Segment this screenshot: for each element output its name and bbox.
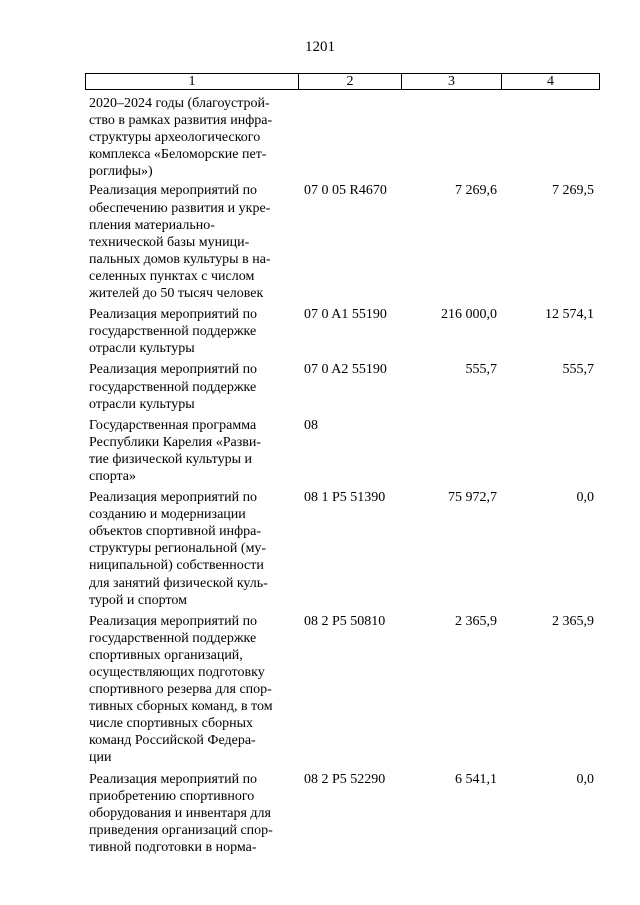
description-line: 2020–2024 годы (благоустрой- — [89, 96, 270, 111]
row-description — [89, 489, 295, 609]
description-line: приобретению спортивного — [89, 788, 255, 804]
row-value-col4: 0,0 — [576, 771, 594, 787]
description-line: ниципальной) собственности — [89, 558, 264, 574]
row-description — [89, 95, 295, 180]
row-value-col4: 2 365,9 — [552, 613, 594, 629]
row-value-col3 — [399, 417, 497, 485]
table-row — [89, 417, 599, 485]
table-column-header — [85, 73, 600, 90]
description-line: тие физической культуры и — [89, 451, 252, 467]
row-description — [89, 361, 295, 412]
description-line: государственной поддержке — [89, 630, 257, 646]
table-row — [89, 182, 599, 302]
description-line: Реализация мероприятий по — [89, 613, 258, 629]
row-value-col4: 7 269,5 — [552, 183, 594, 199]
row-description — [89, 306, 295, 357]
description-line: комплекса «Беломорские пет- — [89, 147, 267, 163]
column-header-2: 2 — [298, 74, 401, 89]
description-line: Республики Карелия «Разви- — [89, 434, 262, 450]
description-line: структуры региональной (му- — [89, 541, 267, 557]
column-header-4: 4 — [501, 74, 599, 89]
description-line: спортивного резерва для спор- — [89, 682, 272, 698]
description-line: ство в рамках развития инфра- — [89, 113, 273, 129]
description-line: Реализация мероприятий по — [89, 362, 258, 378]
description-line: оборудования и инвентаря для — [89, 805, 271, 821]
row-value-col3: 216 000,0 — [441, 307, 497, 323]
description-line: созданию и модернизации — [89, 507, 246, 523]
row-value-col4: 12 574,1 — [545, 307, 594, 323]
column-header-3: 3 — [401, 74, 501, 89]
description-line: тивных сборных команд, в том — [89, 699, 273, 715]
description-line: роглифы») — [89, 164, 153, 180]
table-row — [89, 95, 599, 180]
row-description — [89, 417, 295, 485]
row-value-col4: 555,7 — [562, 362, 594, 378]
row-code: 08 1 P5 51390 — [304, 490, 386, 506]
row-value-col4: 0,0 — [576, 490, 594, 506]
description-line: тивной подготовки в норма- — [89, 839, 257, 855]
table-body — [89, 95, 599, 860]
column-header-1: 1 — [188, 74, 196, 89]
description-line: числе спортивных сборных — [89, 716, 253, 732]
description-line: турой и спортом — [89, 592, 187, 608]
description-line: отрасли культуры — [89, 341, 195, 357]
description-line: государственной поддержке — [89, 379, 257, 395]
description-line: Реализация мероприятий по — [89, 307, 258, 323]
description-line: государственной поддержке — [89, 324, 257, 340]
row-code — [295, 95, 399, 180]
description-line: Реализация мероприятий по — [89, 771, 258, 787]
row-description — [89, 613, 295, 767]
row-value-col4 — [497, 417, 597, 485]
row-code: 08 2 P5 50810 — [304, 613, 386, 629]
row-code: 07 0 05 R4670 — [304, 183, 387, 199]
description-line: спорта» — [89, 468, 137, 484]
row-value-col3: 6 541,1 — [455, 771, 497, 787]
description-line: ции — [89, 750, 112, 766]
table-row — [89, 361, 599, 412]
row-value-col3 — [399, 95, 497, 180]
description-line: структуры археологического — [89, 130, 261, 146]
description-line: команд Российской Федера- — [89, 733, 256, 749]
description-line: обеспечению развития и укре- — [89, 200, 271, 216]
row-value-col4 — [497, 95, 597, 180]
description-line: осуществляющих подготовку — [89, 665, 265, 680]
row-value-col3: 2 365,9 — [455, 613, 497, 629]
row-code: 07 0 A2 55190 — [304, 362, 387, 378]
description-line: жителей до 50 тысяч человек — [89, 286, 264, 302]
table-row — [89, 613, 599, 767]
description-line: приведения организаций спор- — [89, 822, 273, 838]
description-line: отрасли культуры — [89, 396, 195, 412]
description-line: Государственная программа — [89, 417, 257, 433]
description-line: для занятий физической куль- — [89, 575, 268, 591]
row-value-col3: 7 269,6 — [455, 183, 497, 199]
row-value-col3: 555,7 — [465, 362, 497, 378]
description-line: Реализация мероприятий по — [89, 490, 258, 506]
description-line: пления материально- — [89, 217, 215, 233]
row-code: 08 — [304, 417, 318, 433]
table-row — [89, 489, 599, 609]
table-row — [89, 771, 599, 856]
description-line: пальных домов культуры в на- — [89, 251, 271, 267]
page-number: 1201 — [305, 39, 335, 55]
row-description — [89, 182, 295, 302]
row-description — [89, 771, 295, 856]
row-value-col3: 75 972,7 — [448, 490, 497, 506]
description-line: спортивных организаций, — [89, 647, 243, 663]
row-code: 08 2 P5 52290 — [304, 771, 386, 787]
description-line: Реализация мероприятий по — [89, 183, 258, 199]
description-line: технической базы муници- — [89, 234, 250, 250]
description-line: объектов спортивной инфра- — [89, 524, 262, 540]
table-row — [89, 306, 599, 357]
row-code: 07 0 A1 55190 — [304, 307, 387, 323]
description-line: селенных пунктах с числом — [89, 268, 255, 284]
